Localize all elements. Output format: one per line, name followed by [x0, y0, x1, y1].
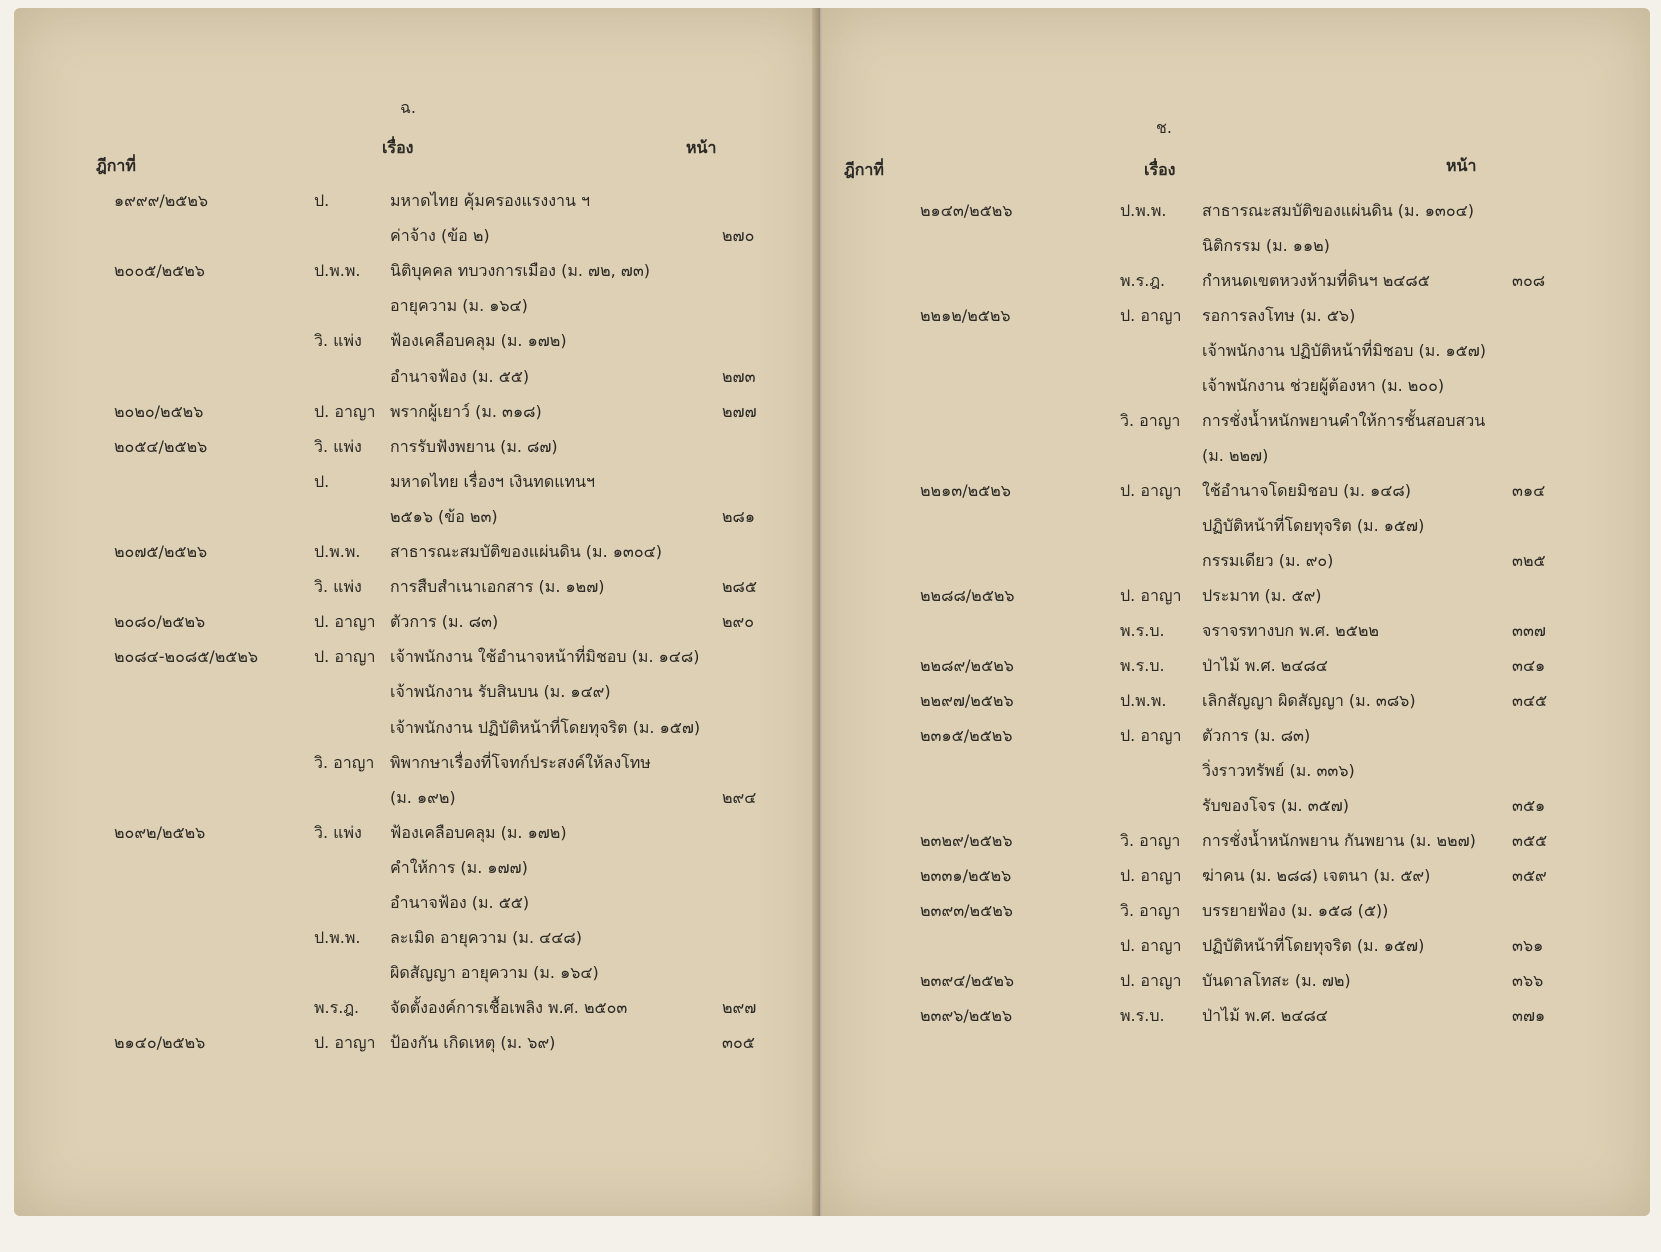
- index-row: [14, 818, 820, 848]
- case-number: ๒๒๘๙/๒๕๒๖: [920, 656, 1014, 675]
- case-number: ๒๒๑๒/๒๕๒๖: [920, 306, 1011, 325]
- topic-text: ประมาท (ม. ๕๙): [1202, 586, 1322, 605]
- case-number: ๒๒๘๘/๒๕๒๖: [920, 586, 1015, 605]
- index-row: [14, 677, 820, 707]
- case-number: ๒๓๑๕/๒๕๒๖: [920, 726, 1013, 745]
- index-row: [822, 966, 1650, 996]
- topic-text: อายุความ (ม. ๑๖๔): [390, 296, 528, 316]
- topic-text: ฟ้องเคลือบคลุม (ม. ๑๗๒): [390, 822, 567, 842]
- page-number: ๓๐๘: [1512, 271, 1546, 290]
- index-row: [822, 546, 1650, 576]
- topic-text: ๒๕๑๖ (ข้อ ๒๓): [390, 506, 498, 526]
- index-row: [14, 713, 820, 743]
- page-number: ๓๕๕: [1512, 831, 1548, 850]
- law-code: ป.พ.พ.: [314, 261, 361, 281]
- index-row: [14, 888, 820, 918]
- topic-text: ปฏิบัติหน้าที่โดยทุจริต (ม. ๑๕๗): [1202, 516, 1425, 535]
- index-row: [822, 1001, 1650, 1031]
- case-number: ๒๒๙๗/๒๕๒๖: [920, 691, 1014, 710]
- law-code: ป. อาญา: [314, 1033, 376, 1053]
- law-code: พ.ร.ฎ.: [1120, 271, 1166, 290]
- page-number: ๓๖๑: [1512, 936, 1544, 955]
- law-code: วิ. แพ่ง: [314, 331, 362, 351]
- case-number: ๒๐๒๐/๒๕๒๖: [114, 401, 204, 421]
- case-number: ๑๙๙๙/๒๕๒๖: [114, 191, 209, 210]
- law-code: ป. อาญา: [1120, 306, 1182, 325]
- topic-text: ป้องกัน เกิดเหตุ (ม. ๖๙): [390, 1033, 556, 1053]
- topic-text: สาธารณะสมบัติของแผ่นดิน (ม. ๑๓๐๔): [1202, 201, 1474, 220]
- topic-text: เจ้าพนักงาน ปฏิบัติหน้าที่มิชอบ (ม. ๑๕๗): [1202, 341, 1487, 360]
- topic-text: เจ้าพนักงาน ปฏิบัติหน้าที่โดยทุจริต (ม. ๑๕๗): [390, 717, 701, 737]
- index-row: [822, 756, 1650, 786]
- law-code: พ.ร.บ.: [1120, 1006, 1165, 1025]
- index-row: [822, 826, 1650, 856]
- topic-text: ละเมิด อายุความ (ม. ๔๔๘): [390, 928, 582, 948]
- index-row: [14, 853, 820, 883]
- index-row: [14, 958, 820, 988]
- topic-text: อำนาจฟ้อง (ม. ๕๕): [390, 366, 530, 386]
- topic-text: ค่าจ้าง (ข้อ ๒): [390, 226, 490, 246]
- index-row: [822, 231, 1650, 261]
- topic-text: ฟ้องเคลือบคลุม (ม. ๑๗๒): [390, 331, 567, 351]
- topic-text: ฆ่าคน (ม. ๒๘๘) เจตนา (ม. ๕๙): [1202, 866, 1431, 885]
- topic-text: การรับฟังพยาน (ม. ๘๗): [390, 436, 558, 456]
- index-row: [14, 256, 820, 286]
- index-row: [14, 186, 820, 216]
- page-letter: ฉ.: [400, 98, 416, 117]
- left-page: [14, 8, 820, 1216]
- law-code: พ.ร.บ.: [1120, 656, 1165, 675]
- case-number: ๒๓๙๖/๒๕๒๖: [920, 1006, 1013, 1025]
- index-row: [14, 748, 820, 778]
- topic-text: บันดาลโทสะ (ม. ๗๒): [1202, 971, 1351, 990]
- case-number: ๒๐๗๕/๒๕๒๖: [114, 542, 208, 561]
- topic-text: ผิดสัญญา อายุความ (ม. ๑๖๔): [390, 963, 599, 983]
- case-number: ๒๓๒๙/๒๕๒๖: [920, 831, 1013, 850]
- index-row: [822, 476, 1650, 506]
- page-number: ๓๔๕: [1512, 691, 1548, 710]
- case-number: ๒๓๓๑/๒๕๒๖: [920, 866, 1012, 885]
- header-case: ฎีกาที่: [844, 160, 884, 179]
- index-row: [822, 616, 1650, 646]
- page-number: ๒๘๑: [722, 506, 756, 526]
- topic-text: สาธารณะสมบัติของแผ่นดิน (ม. ๑๓๐๔): [390, 542, 662, 561]
- page-number: ๓๑๔: [1512, 481, 1546, 500]
- topic-text: มหาดไทย คุ้มครองแรงงาน ฯ: [390, 191, 591, 210]
- index-row: [822, 441, 1650, 471]
- header-topic: เรื่อง: [1144, 160, 1176, 179]
- law-code: ป. อาญา: [314, 647, 376, 667]
- index-row: [822, 511, 1650, 541]
- law-code: ป.พ.พ.: [314, 542, 361, 561]
- header-page: หน้า: [686, 138, 717, 157]
- index-row: [14, 432, 820, 462]
- topic-text: การชั่งน้ำหนักพยาน กันพยาน (ม. ๒๒๗): [1202, 831, 1476, 850]
- page-number: ๓๔๑: [1512, 656, 1546, 675]
- topic-text: จัดตั้งองค์การเชื้อเพลิง พ.ศ. ๒๕๐๓: [390, 998, 628, 1018]
- case-number: ๒๐๘๐/๒๕๒๖: [114, 612, 206, 632]
- topic-text: จราจรทางบก พ.ศ. ๒๕๒๒: [1202, 621, 1379, 640]
- case-number: ๒๐๕๔/๒๕๒๖: [114, 436, 208, 456]
- law-code: วิ. อาญา: [1120, 411, 1181, 430]
- topic-text: พรากผู้เยาว์ (ม. ๓๑๘): [390, 401, 542, 421]
- topic-text: เจ้าพนักงาน รับสินบน (ม. ๑๔๙): [390, 682, 611, 702]
- page-number: ๒๗๐: [722, 226, 755, 246]
- index-row: [822, 196, 1650, 226]
- index-row: [14, 362, 820, 392]
- index-row: [822, 791, 1650, 821]
- index-row: [14, 221, 820, 251]
- law-code: ป. อาญา: [1120, 936, 1182, 955]
- law-code: ป.: [314, 471, 330, 491]
- law-code: พ.ร.ฎ.: [314, 998, 360, 1018]
- index-row: [822, 406, 1650, 436]
- topic-text: ป่าไม้ พ.ศ. ๒๔๘๔: [1202, 1006, 1328, 1025]
- index-row: [14, 607, 820, 637]
- index-row: [822, 896, 1650, 926]
- index-row: [822, 371, 1650, 401]
- page-number: ๓๐๕: [722, 1033, 755, 1053]
- index-row: [822, 581, 1650, 611]
- topic-text: อำนาจฟ้อง (ม. ๕๕): [390, 893, 530, 912]
- index-row: [14, 326, 820, 356]
- index-row: [822, 336, 1650, 366]
- index-row: [14, 993, 820, 1023]
- page-number: ๓๒๕: [1512, 551, 1546, 570]
- law-code: พ.ร.บ.: [1120, 621, 1165, 640]
- case-number: ๒๐๙๒/๒๕๒๖: [114, 822, 206, 842]
- law-code: วิ. อาญา: [1120, 831, 1181, 850]
- law-code: ป.: [314, 191, 330, 210]
- index-row: [822, 686, 1650, 716]
- topic-text: กรรมเดียว (ม. ๙๐): [1202, 551, 1334, 570]
- law-code: วิ. แพ่ง: [314, 822, 362, 842]
- topic-text: เลิกสัญญา ผิดสัญญา (ม. ๓๘๖): [1202, 691, 1416, 710]
- case-number: ๒๐๘๔-๒๐๘๕/๒๕๒๖: [114, 647, 259, 667]
- page-number: ๒๙๐: [722, 612, 755, 632]
- header-case: ฎีกาที่: [96, 156, 136, 175]
- page-number: ๓๕๑: [1512, 796, 1546, 815]
- topic-text: วิ่งราวทรัพย์ (ม. ๓๓๖): [1202, 761, 1355, 780]
- page-number: ๓๖๖: [1512, 971, 1544, 990]
- law-code: ป.พ.พ.: [1120, 691, 1167, 710]
- page-number: ๓๓๗: [1512, 621, 1546, 640]
- index-row: [14, 397, 820, 427]
- topic-text: ป่าไม้ พ.ศ. ๒๔๘๔: [1202, 656, 1328, 675]
- index-row: [14, 642, 820, 672]
- page-number: ๒๙๗: [722, 998, 757, 1018]
- topic-text: กำหนดเขตหวงห้ามที่ดินฯ ๒๔๘๕: [1202, 271, 1430, 290]
- index-row: [822, 266, 1650, 296]
- topic-text: บรรยายฟ้อง (ม. ๑๕๘ (๕)): [1202, 901, 1389, 920]
- topic-text: การสืบสำเนาเอกสาร (ม. ๑๒๗): [390, 577, 605, 597]
- law-code: วิ. อาญา: [314, 752, 375, 772]
- case-number: ๒๒๑๓/๒๕๒๖: [920, 481, 1011, 500]
- law-code: วิ. แพ่ง: [314, 577, 362, 597]
- index-row: [14, 467, 820, 497]
- index-row: [822, 301, 1650, 331]
- page-number: ๓๗๑: [1512, 1006, 1546, 1025]
- topic-text: พิพากษาเรื่องที่โจทก์ประสงค์ให้ลงโทษ: [390, 752, 651, 772]
- index-row: [14, 572, 820, 602]
- topic-text: คำให้การ (ม. ๑๗๗): [390, 857, 528, 877]
- index-row: [14, 502, 820, 532]
- law-code: วิ. อาญา: [1120, 901, 1181, 920]
- index-row: [14, 1028, 820, 1058]
- topic-text: ปฏิบัติหน้าที่โดยทุจริต (ม. ๑๕๗): [1202, 936, 1425, 955]
- case-number: ๒๓๙๔/๒๕๒๖: [920, 971, 1015, 990]
- index-row: [14, 923, 820, 953]
- law-code: ป.พ.พ.: [1120, 201, 1167, 220]
- law-code: ป. อาญา: [1120, 481, 1182, 500]
- topic-text: รับของโจร (ม. ๓๕๗): [1202, 796, 1350, 815]
- right-page: [822, 8, 1650, 1216]
- topic-text: นิติบุคคล ทบวงการเมือง (ม. ๗๒, ๗๓): [390, 261, 650, 281]
- topic-text: มหาดไทย เรื่องฯ เงินทดแทนฯ: [390, 471, 596, 491]
- law-code: ป. อาญา: [1120, 726, 1182, 745]
- case-number: ๒๑๔๓/๒๕๒๖: [920, 201, 1013, 220]
- page-number: ๒๗๗: [722, 401, 757, 421]
- topic-text: การชั่งน้ำหนักพยานคำให้การชั้นสอบสวน: [1202, 411, 1486, 430]
- topic-text: (ม. ๒๒๗): [1202, 446, 1269, 465]
- law-code: ป. อาญา: [1120, 971, 1182, 990]
- case-number: ๒๓๙๓/๒๕๒๖: [920, 901, 1013, 920]
- law-code: วิ. แพ่ง: [314, 436, 362, 456]
- page-number: ๓๕๙: [1512, 866, 1547, 885]
- case-number: ๒๐๐๕/๒๕๒๖: [114, 261, 205, 281]
- index-row: [822, 931, 1650, 961]
- topic-text: เจ้าพนักงาน ช่วยผู้ต้องหา (ม. ๒๐๐): [1202, 376, 1445, 395]
- law-code: ป. อาญา: [1120, 586, 1182, 605]
- index-row: [822, 861, 1650, 891]
- header-page: หน้า: [1446, 156, 1477, 175]
- page-number: ๒๘๕: [722, 577, 757, 597]
- index-row: [14, 291, 820, 321]
- topic-text: เจ้าพนักงาน ใช้อำนาจหน้าที่มิชอบ (ม. ๑๔๘): [390, 647, 700, 667]
- topic-text: นิติกรรม (ม. ๑๑๒): [1202, 236, 1330, 255]
- topic-text: รอการลงโทษ (ม. ๕๖): [1202, 306, 1356, 325]
- topic-text: (ม. ๑๙๒): [390, 787, 456, 807]
- index-row: [14, 537, 820, 567]
- law-code: ป.พ.พ.: [314, 928, 361, 948]
- index-row: [822, 721, 1650, 751]
- law-code: ป. อาญา: [1120, 866, 1182, 885]
- page-letter: ช.: [1156, 118, 1172, 137]
- header-topic: เรื่อง: [382, 138, 414, 157]
- topic-text: ตัวการ (ม. ๘๓): [390, 612, 499, 632]
- page-number: ๒๗๓: [722, 366, 756, 386]
- topic-text: ใช้อำนาจโดยมิชอบ (ม. ๑๔๘): [1202, 481, 1411, 500]
- law-code: ป. อาญา: [314, 612, 376, 632]
- law-code: ป. อาญา: [314, 401, 376, 421]
- page-number: ๒๙๔: [722, 787, 757, 807]
- case-number: ๒๑๔๐/๒๕๒๖: [114, 1033, 206, 1053]
- topic-text: ตัวการ (ม. ๘๓): [1202, 726, 1311, 745]
- index-row: [822, 651, 1650, 681]
- index-row: [14, 783, 820, 813]
